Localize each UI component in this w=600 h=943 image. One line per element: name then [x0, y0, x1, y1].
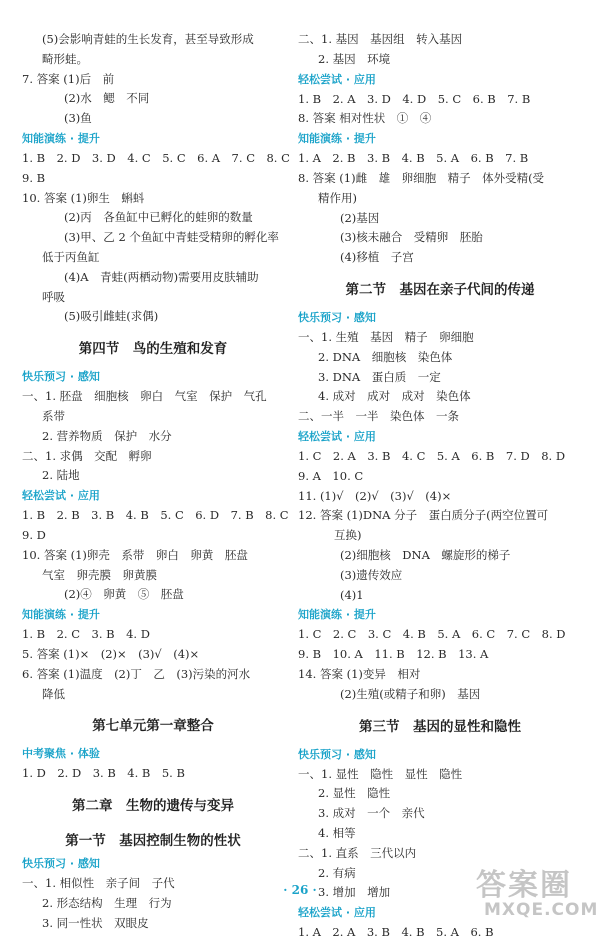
- answer-line: 一、1. 胚盘 细胞核 卵白 气室 保护 气孔: [22, 389, 267, 404]
- section-label: 知能演练 · 提升: [22, 131, 100, 145]
- section-label: 快乐预习 · 感知: [298, 747, 376, 761]
- chapter-heading: 第二章 生物的遗传与变异: [72, 798, 234, 815]
- answer-line: 1. A 2. A 3. B 4. B 5. A 6. B: [298, 925, 494, 940]
- answer-line: 9. A 10. C: [298, 468, 364, 483]
- watermark-url: MXQE.COM: [484, 900, 599, 920]
- section-label: 知能演练 · 提升: [298, 608, 376, 622]
- section-label: 轻松尝试 · 应用: [298, 429, 376, 443]
- left-column: [22, 30, 290, 934]
- watermark-logo: [470, 860, 599, 926]
- answer-line: 9. B 10. A 11. B 12. B 13. A: [298, 647, 489, 662]
- right-column: [298, 30, 582, 943]
- answer-line: 14. 答案 (1)变异 相对: [298, 666, 421, 681]
- section-label: 轻松尝试 · 应用: [298, 72, 376, 86]
- section-label: 中考聚焦 · 体验: [22, 747, 100, 761]
- answer-line: 2. 基因 环境: [318, 51, 391, 66]
- answer-line: 2. DNA 细胞核 染色体: [318, 349, 453, 364]
- section-label: 轻松尝试 · 应用: [298, 906, 376, 920]
- answer-line: (2)丙 各鱼缸中已孵化的蛙卵的数量: [64, 210, 253, 225]
- answer-line: (2)④ 卵黄 ⑤ 胚盘: [64, 587, 184, 602]
- answer-line: 互换): [334, 528, 362, 543]
- section-label: 轻松尝试 · 应用: [22, 489, 100, 503]
- section-heading-wrap: [22, 327, 284, 367]
- answer-line: 12. 答案 (1)DNA 分子 蛋白质分子(两空位置可: [298, 508, 549, 523]
- section-heading-wrap: [298, 268, 582, 308]
- answer-line: 二、1. 基因 基因组 转入基因: [298, 32, 463, 46]
- answer-line: 一、1. 相似性 亲子间 子代: [22, 876, 175, 891]
- answer-line: 10. 答案 (1)卵生 蝌蚪: [22, 190, 145, 205]
- answer-line: 系带: [42, 408, 65, 423]
- answer-line: 4. 相等: [318, 825, 356, 840]
- section-heading-wrap: [22, 784, 284, 824]
- chapter-summary-heading: 第七单元第一章整合: [92, 718, 214, 735]
- answer-line: 一、1. 生殖 基因 精子 卵细胞: [298, 329, 474, 344]
- section-heading: 第一节 基因控制生物的性状: [65, 833, 241, 850]
- answer-line: 3. DNA 蛋白质 一定: [318, 369, 441, 384]
- answer-line: 4. 成对 成对 成对 染色体: [318, 389, 471, 404]
- answer-line: 1. B 2. A 3. D 4. D 5. C 6. B 7. B: [298, 91, 531, 106]
- answer-line: 气室 卵壳膜 卵黄膜: [42, 567, 157, 582]
- answer-line: 精作用): [318, 190, 357, 205]
- section-heading-wrap: [22, 824, 284, 854]
- answer-line: 低于丙鱼缸: [42, 249, 100, 264]
- answer-line: 8. 答案 (1)雌 雄 卵细胞 精子 体外受精(受: [298, 170, 545, 185]
- answer-line: 9. B: [22, 170, 46, 185]
- answer-line: (3)遗传效应: [340, 567, 403, 582]
- answer-line: 呼吸: [42, 289, 65, 304]
- section-heading-wrap: [298, 705, 582, 745]
- answer-line: 6. 答案 (1)温度 (2)丁 乙 (3)污染的河水: [22, 666, 251, 681]
- answer-line: 2. 陆地: [42, 468, 80, 483]
- answer-line: 7. 答案 (1)后 前: [22, 71, 115, 86]
- answer-line: 10. 答案 (1)卵壳 系带 卵白 卵黄 胚盘: [22, 547, 248, 562]
- answer-line: 11. (1)√ (2)√ (3)√ (4)×: [298, 488, 452, 503]
- section-label: 快乐预习 · 感知: [22, 857, 100, 871]
- answer-line: 3. 同一性状 双眼皮: [42, 915, 149, 930]
- answer-line: (4)A 青蛙(两栖动物)需要用皮肤辅助: [64, 269, 259, 284]
- answer-line: 2. 形态结构 生理 行为: [42, 895, 172, 910]
- answer-line: 二、1. 求偶 交配 孵卵: [22, 448, 152, 463]
- answer-line: 3. 成对 一个 亲代: [318, 806, 425, 821]
- answer-line: (2)生殖(或精子和卵) 基因: [340, 686, 481, 701]
- answer-line: (5)吸引雌蛙(求偶): [64, 309, 159, 324]
- section-label: 知能演练 · 提升: [22, 608, 100, 622]
- answer-line: 二、1. 直系 三代以内: [298, 845, 417, 860]
- answer-line: 畸形蛙。: [42, 51, 88, 66]
- section-heading-wrap: [22, 704, 284, 744]
- answer-line: 1. B 2. B 3. B 4. B 5. C 6. D 7. B 8. C: [22, 508, 289, 523]
- section-label: 知能演练 · 提升: [298, 132, 376, 146]
- answer-line: 1. C 2. A 3. B 4. C 5. A 6. B 7. D 8. D: [298, 448, 566, 463]
- answer-line: 3. 增加 增加: [318, 885, 391, 900]
- section-heading: 第三节 基因的显性和隐性: [359, 718, 521, 735]
- watermark-text: 答案圈: [476, 868, 572, 903]
- answer-line: (2)细胞核 DNA 螺旋形的梯子: [340, 547, 511, 562]
- section-label: 快乐预习 · 感知: [22, 370, 100, 384]
- answer-line: (3)核未融合 受精卵 胚胎: [340, 230, 483, 245]
- answer-line: (5)会影响青蛙的生长发育，甚至导致形成: [42, 32, 254, 46]
- section-heading: 第二节 基因在亲子代间的传递: [345, 281, 535, 298]
- section-heading: 第四节 鸟的生殖和发育: [78, 341, 228, 358]
- answer-line: (4)1: [340, 587, 364, 602]
- answer-line: (3)甲、乙 2 个鱼缸中青蛙受精卵的孵化率: [64, 230, 279, 245]
- answer-line: 8. 答案 相对性状 ① ④: [298, 111, 432, 126]
- answer-line: 1. A 2. B 3. B 4. B 5. A 6. B 7. B: [298, 151, 529, 166]
- section-label: 快乐预习 · 感知: [298, 310, 376, 324]
- answer-line: (3)鱼: [64, 111, 92, 126]
- answer-line: 5. 答案 (1)× (2)× (3)√ (4)×: [22, 646, 200, 661]
- answer-line: 1. B 2. D 3. D 4. C 5. C 6. A 7. C 8. C: [22, 150, 290, 165]
- answer-line: 1. B 2. C 3. B 4. D: [22, 627, 150, 642]
- answer-line: (2)水 鳃 不同: [64, 91, 150, 106]
- answer-line: 1. C 2. C 3. C 4. B 5. A 6. C 7. C 8. D: [298, 627, 566, 642]
- answer-line: (4)移植 子宫: [340, 250, 414, 265]
- answer-line: 降低: [42, 686, 65, 701]
- answer-line: 2. 有病: [318, 865, 356, 880]
- answer-line: 9. D: [22, 527, 46, 542]
- answer-line: (2)基因: [340, 210, 380, 225]
- answer-line: 1. D 2. D 3. B 4. B 5. B: [22, 766, 185, 781]
- page-number: · 26 ·: [283, 883, 317, 897]
- answer-line: 二、一半 一半 染色体 一条: [298, 409, 459, 424]
- answer-line: 2. 显性 隐性: [318, 786, 391, 801]
- answer-line: 一、1. 显性 隐性 显性 隐性: [298, 766, 463, 781]
- answer-line: 2. 营养物质 保护 水分: [42, 428, 172, 443]
